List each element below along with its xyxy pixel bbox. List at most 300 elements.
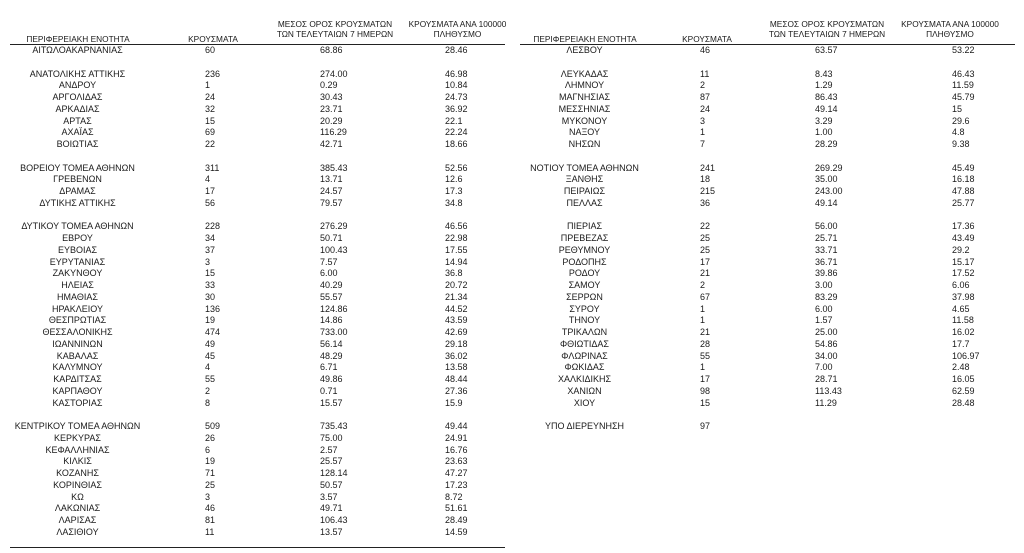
per100k-cell: 51.61	[445, 503, 468, 514]
cases-cell: 17	[700, 256, 711, 267]
cases-cell: 55	[700, 350, 711, 361]
per100k-cell: 34.8	[445, 197, 463, 208]
per100k-cell: 4.65	[952, 303, 970, 314]
cases-cell: 36	[700, 197, 711, 208]
cases-cell: 22	[700, 221, 711, 232]
avg7-cell: 106.43	[320, 515, 348, 525]
per100k-cell: 47.88	[952, 186, 975, 196]
cases-cell	[205, 209, 255, 221]
per100k-cell: 25.77	[952, 197, 975, 208]
per100k-cell: 36.02	[445, 350, 468, 361]
per100k-cell	[445, 56, 500, 68]
per100k-cell: 47.27	[445, 468, 468, 478]
region-name-cell	[517, 209, 652, 221]
cases-cell: 19	[205, 315, 216, 326]
per100k-cell	[952, 209, 1007, 221]
per100k-cell: 49.44	[445, 421, 468, 431]
cases-cell: 24	[205, 92, 216, 102]
per100k-cell: 24.91	[445, 432, 468, 443]
region-name-cell: ΛΑΣΙΘΙΟΥ	[56, 526, 99, 537]
per100k-cell: 15	[952, 103, 963, 114]
region-name-cell: ΚΑΛΥΜΝΟΥ	[52, 362, 103, 373]
cases-cell: 67	[700, 291, 711, 302]
per100k-cell: 28.49	[445, 515, 468, 525]
region-name-cell: ΑΝΑΤΟΛΙΚΗΣ ΑΤΤΙΚΗΣ	[29, 68, 126, 79]
cases-cell: 98	[700, 385, 711, 396]
cases-cell: 3	[205, 491, 211, 502]
cases-cell: 1	[700, 315, 706, 326]
region-name-cell: ΣΥΡΟΥ	[569, 303, 600, 314]
avg7-cell: 56.00	[815, 221, 838, 232]
cases-cell: 55	[205, 374, 216, 384]
region-name-cell: ΦΩΚΙΔΑΣ	[564, 362, 605, 373]
region-name-cell: ΑΡΤΑΣ	[63, 115, 92, 126]
cases-cell: 26	[205, 432, 216, 443]
region-name-cell	[517, 150, 652, 162]
per100k-cell: 43.59	[445, 315, 468, 326]
region-name-cell: ΚΙΛΚΙΣ	[63, 456, 92, 467]
avg7-cell: 83.29	[815, 291, 838, 302]
per100k-cell: 11.58	[952, 315, 974, 326]
region-name-cell: ΘΕΣΣΑΛΟΝΙΚΗΣ	[42, 327, 113, 337]
avg7-cell: 6.71	[320, 362, 338, 373]
region-name-cell: ΚΑΒΑΛΑΣ	[56, 350, 99, 361]
per100k-cell: 52.56	[445, 162, 468, 173]
per100k-cell: 9.38	[952, 139, 970, 149]
avg7-cell: 0.29	[320, 80, 338, 91]
per100k-cell: 36.92	[445, 103, 468, 114]
avg7-cell: 1.29	[815, 80, 833, 91]
region-name-cell: ΝΟΤΙΟΥ ΤΟΜΕΑ ΑΘΗΝΩΝ	[530, 162, 639, 173]
cases-cell: 215	[700, 186, 716, 196]
region-name-cell: ΛΕΣΒΟΥ	[566, 45, 603, 55]
avg7-cell: 49.14	[815, 197, 838, 208]
cases-cell: 15	[205, 115, 216, 126]
region-name-cell: ΗΜΑΘΙΑΣ	[57, 291, 98, 302]
per100k-cell: 16.02	[952, 327, 975, 337]
avg7-cell: 28.29	[815, 139, 838, 149]
region-name-cell: ΣΕΡΡΩΝ	[566, 291, 603, 302]
region-name-cell: ΑΧΑΪΑΣ	[61, 127, 94, 138]
avg7-cell	[815, 56, 875, 68]
region-name-cell: ΠΙΕΡΙΑΣ	[566, 221, 603, 232]
region-name-cell: ΑΙΤΩΛΟΑΚΑΡΝΑΝΙΑΣ	[32, 45, 123, 55]
per100k-cell: 22.1	[445, 115, 463, 126]
avg7-cell: 25.00	[815, 327, 838, 337]
avg7-cell	[815, 420, 875, 432]
cases-cell	[205, 408, 255, 420]
cases-cell: 28	[700, 338, 711, 349]
cases-cell: 33	[205, 280, 216, 290]
region-name-cell: ΧΑΛΚΙΔΙΚΗΣ	[557, 374, 612, 384]
region-name-cell: ΝΑΞΟΥ	[568, 127, 601, 138]
per100k-cell	[445, 209, 500, 221]
left-header-avg7: ΜΕΣΟΣ ΟΡΟΣ ΚΡΟΥΣΜΑΤΩΝ ΤΩΝ ΤΕΛΕΥΤΑΙΩΝ 7 ΗΜΕΡΩΝ	[276, 19, 394, 39]
per100k-cell: 42.69	[445, 327, 468, 337]
avg7-cell: 8.43	[815, 68, 833, 79]
per100k-cell: 29.2	[952, 244, 970, 255]
per100k-cell: 29.6	[952, 115, 970, 126]
avg7-cell: 30.43	[320, 92, 343, 102]
per100k-cell: 16.18	[952, 174, 975, 185]
cases-cell: 25	[700, 244, 711, 255]
region-name-cell: ΤΡΙΚΑΛΩΝ	[561, 327, 608, 337]
left-bottom-rule	[10, 547, 505, 548]
left-header-cases: ΚΡΟΥΣΜΑΤΑ	[188, 34, 238, 44]
avg7-cell	[815, 150, 875, 162]
region-name-cell: ΑΝΔΡΟΥ	[58, 80, 97, 91]
cases-cell: 81	[205, 515, 216, 525]
avg7-cell: 6.00	[320, 268, 338, 279]
avg7-cell: 15.57	[320, 397, 343, 408]
per100k-cell	[952, 56, 1007, 68]
avg7-cell	[320, 209, 380, 221]
cases-cell: 32	[205, 103, 216, 114]
per100k-cell: 14.94	[445, 256, 468, 267]
region-name-cell: ΞΑΝΘΗΣ	[565, 174, 604, 185]
cases-cell: 241	[700, 162, 716, 173]
per100k-cell: 106.97	[952, 350, 980, 361]
avg7-cell: 50.57	[320, 479, 343, 490]
per100k-cell: 6.06	[952, 280, 970, 290]
cases-cell: 69	[205, 127, 216, 138]
per100k-cell: 13.58	[445, 362, 468, 373]
per100k-cell: 43.49	[952, 233, 975, 243]
cases-cell: 46	[700, 45, 711, 55]
per100k-cell: 17.36	[952, 221, 975, 232]
region-name-cell: ΘΕΣΠΡΩΤΙΑΣ	[48, 315, 107, 326]
per100k-cell: 36.8	[445, 268, 463, 279]
avg7-cell: 3.57	[320, 491, 338, 502]
avg7-cell: 63.57	[815, 45, 838, 55]
region-name-cell: ΙΩΑΝΝΙΝΩΝ	[52, 338, 103, 349]
per100k-cell: 11.59	[952, 80, 974, 91]
per100k-cell: 16.05	[952, 374, 975, 384]
per100k-cell	[445, 408, 500, 420]
region-name-cell: ΜΑΓΝΗΣΙΑΣ	[558, 92, 611, 102]
avg7-cell: 68.86	[320, 45, 343, 55]
region-name-cell: ΗΛΕΙΑΣ	[61, 280, 94, 290]
region-name-cell: ΝΗΣΩΝ	[568, 139, 601, 149]
cases-cell: 71	[205, 468, 216, 478]
region-name-cell: ΚΟΖΑΝΗΣ	[56, 468, 99, 478]
avg7-cell: 34.00	[815, 350, 838, 361]
per100k-cell: 62.59	[952, 385, 975, 396]
avg7-cell: 0.71	[320, 385, 338, 396]
per100k-cell: 46.56	[445, 221, 468, 232]
per100k-cell: 15.9	[445, 397, 463, 408]
cases-cell: 15	[205, 268, 216, 279]
per100k-cell: 23.63	[445, 456, 468, 467]
per100k-cell: 18.66	[445, 139, 468, 149]
per100k-cell: 2.48	[952, 362, 970, 373]
avg7-cell	[815, 408, 875, 420]
per100k-cell: 15.17	[952, 256, 975, 267]
avg7-cell: 55.57	[320, 291, 343, 302]
region-name-cell	[10, 408, 145, 420]
cases-cell: 1	[700, 362, 706, 373]
region-name-cell: ΧΙΟΥ	[573, 397, 596, 408]
region-name-cell: ΚΑΣΤΟΡΙΑΣ	[52, 397, 103, 408]
region-name-cell: ΑΡΚΑΔΙΑΣ	[55, 103, 100, 114]
per100k-cell: 21.34	[445, 291, 468, 302]
per100k-cell: 28.48	[952, 397, 975, 408]
cases-cell: 17	[205, 186, 216, 196]
cases-cell: 30	[205, 291, 216, 302]
cases-cell: 1	[205, 80, 211, 91]
avg7-cell: 56.14	[320, 338, 343, 349]
avg7-cell: 49.71	[320, 503, 343, 514]
region-name-cell: ΚΟΡΙΝΘΙΑΣ	[53, 479, 102, 490]
per100k-cell: 14.59	[445, 526, 468, 537]
per100k-cell: 17.7	[952, 338, 970, 349]
avg7-cell: 42.71	[320, 139, 343, 149]
cases-cell: 49	[205, 338, 216, 349]
avg7-cell: 49.86	[320, 374, 343, 384]
cases-cell: 21	[700, 268, 711, 279]
avg7-cell: 6.00	[815, 303, 833, 314]
cases-cell	[700, 150, 750, 162]
avg7-cell: 23.71	[320, 103, 343, 114]
region-name-cell: ΓΡΕΒΕΝΩΝ	[53, 174, 102, 185]
region-name-cell: ΒΟΙΩΤΙΑΣ	[56, 139, 99, 149]
region-name-cell	[517, 408, 652, 420]
cases-cell: 25	[205, 479, 216, 490]
region-name-cell: ΚΕΝΤΡΙΚΟΥ ΤΟΜΕΑ ΑΘΗΝΩΝ	[14, 421, 141, 431]
cases-cell: 11	[205, 526, 215, 537]
per100k-cell: 17.3	[445, 186, 463, 196]
avg7-cell: 269.29	[815, 162, 843, 173]
avg7-cell: 3.29	[815, 115, 833, 126]
avg7-cell: 25.71	[815, 233, 838, 243]
cases-cell: 34	[205, 233, 216, 243]
region-name-cell: ΕΥΡΥΤΑΝΙΑΣ	[49, 256, 106, 267]
avg7-cell: 79.57	[320, 197, 343, 208]
cases-cell: 4	[205, 362, 211, 373]
avg7-cell: 40.29	[320, 280, 343, 290]
avg7-cell: 733.00	[320, 327, 348, 337]
cases-cell: 1	[700, 303, 706, 314]
cases-cell	[700, 209, 750, 221]
region-name-cell: ΔΥΤΙΚΗΣ ΑΤΤΙΚΗΣ	[39, 197, 116, 208]
region-name-cell: ΕΒΡΟΥ	[62, 233, 93, 243]
avg7-cell	[320, 150, 380, 162]
per100k-cell: 46.43	[952, 68, 975, 79]
right-header-region: ΠΕΡΙΦΕΡΕΙΑΚΗ ΕΝΟΤΗΤΑ	[533, 34, 637, 44]
region-name-cell: ΠΕΛΛΑΣ	[566, 197, 603, 208]
avg7-cell: 1.57	[815, 315, 833, 326]
per100k-cell	[952, 420, 1007, 432]
per100k-cell	[445, 150, 500, 162]
region-name-cell: ΜΥΚΟΝΟΥ	[561, 115, 608, 126]
per100k-cell: 29.18	[445, 338, 468, 349]
avg7-cell: 1.00	[815, 127, 833, 138]
cases-cell: 4	[205, 174, 211, 185]
right-header-cases: ΚΡΟΥΣΜΑΤΑ	[682, 34, 732, 44]
cases-cell: 2	[700, 280, 706, 290]
region-name-cell: ΠΕΙΡΑΙΩΣ	[563, 186, 606, 196]
region-name-cell: ΡΕΘΥΜΝΟΥ	[558, 244, 611, 255]
region-name-cell: ΖΑΚΥΝΘΟΥ	[52, 268, 103, 279]
per100k-cell: 45.49	[952, 162, 975, 173]
per100k-cell: 27.36	[445, 385, 468, 396]
region-name-cell: ΡΟΔΟΥ	[568, 268, 601, 279]
cases-cell: 2	[700, 80, 706, 91]
cases-cell: 474	[205, 327, 221, 337]
per100k-cell: 22.24	[445, 127, 468, 138]
avg7-cell: 24.57	[320, 186, 343, 196]
avg7-cell: 50.71	[320, 233, 343, 243]
avg7-cell: 243.00	[815, 186, 843, 196]
per100k-cell: 48.44	[445, 374, 468, 384]
per100k-cell: 16.76	[445, 444, 468, 455]
cases-cell: 2	[205, 385, 211, 396]
left-header-per100k: ΚΡΟΥΣΜΑΤΑ ΑΝΑ 100000 ΠΛΗΘΥΣΜΟ	[408, 19, 507, 39]
cases-cell	[205, 56, 255, 68]
region-name-cell: ΔΡΑΜΑΣ	[59, 186, 96, 196]
per100k-cell: 20.72	[445, 280, 468, 290]
avg7-cell: 36.71	[815, 256, 838, 267]
region-name-cell	[10, 150, 145, 162]
avg7-cell: 35.00	[815, 174, 838, 185]
avg7-cell: 276.29	[320, 221, 348, 232]
per100k-cell: 4.8	[952, 127, 965, 138]
region-name-cell: ΧΑΝΙΩΝ	[567, 385, 602, 396]
avg7-cell: 49.14	[815, 103, 838, 114]
per100k-cell: 46.98	[445, 68, 468, 79]
avg7-cell: 116.29	[320, 127, 347, 138]
avg7-cell: 86.43	[815, 92, 838, 102]
cases-cell: 15	[700, 397, 711, 408]
region-name-cell: ΥΠΟ ΔΙΕΡΕΥΝΗΣΗ	[544, 421, 625, 431]
avg7-cell: 113.43	[815, 385, 842, 396]
region-name-cell: ΦΘΙΩΤΙΔΑΣ	[560, 338, 609, 349]
avg7-cell: 128.14	[320, 468, 348, 478]
region-name-cell: ΣΑΜΟΥ	[568, 280, 601, 290]
cases-cell: 236	[205, 68, 221, 79]
cases-cell: 21	[700, 327, 711, 337]
cases-cell: 87	[700, 92, 711, 102]
cases-cell	[700, 408, 750, 420]
avg7-cell: 13.71	[320, 174, 343, 185]
cases-cell: 22	[205, 139, 216, 149]
cases-cell: 228	[205, 221, 221, 232]
per100k-cell: 17.55	[445, 244, 468, 255]
avg7-cell: 14.86	[320, 315, 343, 326]
avg7-cell: 20.29	[320, 115, 343, 126]
region-name-cell	[10, 56, 145, 68]
cases-cell: 46	[205, 503, 216, 514]
cases-cell: 6	[205, 444, 211, 455]
cases-cell: 56	[205, 197, 216, 208]
per100k-cell: 12.6	[445, 174, 463, 185]
avg7-cell: 25.57	[320, 456, 343, 467]
avg7-cell: 7.00	[815, 362, 833, 373]
region-name-cell: ΒΟΡΕΙΟΥ ΤΟΜΕΑ ΑΘΗΝΩΝ	[20, 162, 135, 173]
region-name-cell	[517, 56, 652, 68]
per100k-cell: 45.79	[952, 92, 975, 102]
cases-cell: 311	[205, 162, 220, 173]
region-name-cell: ΡΟΔΟΠΗΣ	[562, 256, 607, 267]
avg7-cell: 124.86	[320, 303, 348, 314]
avg7-cell: 39.86	[815, 268, 838, 279]
per100k-cell: 8.72	[445, 491, 463, 502]
avg7-cell	[320, 408, 380, 420]
per100k-cell: 17.52	[952, 268, 975, 279]
region-name-cell: ΦΛΩΡΙΝΑΣ	[561, 350, 608, 361]
cases-cell: 3	[205, 256, 211, 267]
per100k-cell	[952, 408, 1007, 420]
avg7-cell: 13.57	[320, 526, 343, 537]
cases-cell: 18	[700, 174, 711, 185]
cases-cell: 1	[700, 127, 706, 138]
cases-cell: 60	[205, 45, 216, 55]
avg7-cell: 100.43	[320, 244, 348, 255]
region-name-cell: ΚΑΡΔΙΤΣΑΣ	[53, 374, 102, 384]
per100k-cell: 17.23	[445, 479, 468, 490]
region-name-cell: ΚΕΡΚΥΡΑΣ	[54, 432, 101, 443]
per100k-cell	[952, 150, 1007, 162]
avg7-cell: 735.43	[320, 421, 348, 431]
cases-cell: 11	[700, 68, 710, 79]
cases-cell: 17	[700, 374, 711, 384]
avg7-cell: 3.00	[815, 280, 833, 290]
cases-cell: 45	[205, 350, 216, 361]
region-name-cell: ΛΕΥΚΑΔΑΣ	[560, 68, 609, 79]
cases-cell: 8	[205, 397, 211, 408]
avg7-cell: 274.00	[320, 68, 348, 79]
right-header-avg7: ΜΕΣΟΣ ΟΡΟΣ ΚΡΟΥΣΜΑΤΩΝ ΤΩΝ ΤΕΛΕΥΤΑΙΩΝ 7 ΗΜΕΡΩΝ	[768, 19, 886, 39]
cases-cell: 24	[700, 103, 711, 114]
region-name-cell: ΛΑΡΙΣΑΣ	[58, 515, 97, 525]
per100k-cell: 53.22	[952, 45, 975, 55]
right-header-per100k: ΚΡΟΥΣΜΑΤΑ ΑΝΑ 100000 ΠΛΗΘΥΣΜΟ	[901, 19, 999, 39]
per100k-cell: 24.73	[445, 92, 468, 102]
left-header-region: ΠΕΡΙΦΕΡΕΙΑΚΗ ΕΝΟΤΗΤΑ	[26, 34, 130, 44]
avg7-cell: 11.29	[815, 397, 837, 408]
region-name-cell: ΜΕΣΣΗΝΙΑΣ	[558, 103, 611, 114]
avg7-cell	[320, 56, 380, 68]
cases-cell: 25	[700, 233, 711, 243]
per100k-cell: 28.46	[445, 45, 468, 55]
per100k-cell: 37.98	[952, 291, 975, 302]
region-name-cell: ΗΡΑΚΛΕΙΟΥ	[51, 303, 104, 314]
region-name-cell	[10, 209, 145, 221]
avg7-cell: 28.71	[815, 374, 838, 384]
region-name-cell: ΕΥΒΟΙΑΣ	[57, 244, 98, 255]
cases-cell: 7	[700, 139, 706, 149]
cases-cell: 97	[700, 421, 711, 431]
avg7-cell: 385.43	[320, 162, 348, 173]
cases-cell: 19	[205, 456, 216, 467]
avg7-cell: 2.57	[320, 444, 338, 455]
per100k-cell: 22.98	[445, 233, 468, 243]
avg7-cell: 7.57	[320, 256, 338, 267]
region-name-cell: ΔΥΤΙΚΟΥ ΤΟΜΕΑ ΑΘΗΝΩΝ	[21, 221, 134, 232]
per100k-cell: 10.84	[445, 80, 468, 91]
avg7-cell: 75.00	[320, 432, 343, 443]
avg7-cell	[815, 209, 875, 221]
region-name-cell: ΚΑΡΠΑΘΟΥ	[52, 385, 103, 396]
cases-cell: 37	[205, 244, 216, 255]
cases-cell: 136	[205, 303, 221, 314]
cases-cell: 509	[205, 421, 221, 431]
avg7-cell: 33.71	[815, 244, 838, 255]
region-name-cell: ΑΡΓΟΛΙΔΑΣ	[52, 92, 103, 102]
region-name-cell: ΛΑΚΩΝΙΑΣ	[54, 503, 101, 514]
cases-cell	[700, 56, 750, 68]
region-name-cell: ΚΕΦΑΛΛΗΝΙΑΣ	[45, 444, 110, 455]
